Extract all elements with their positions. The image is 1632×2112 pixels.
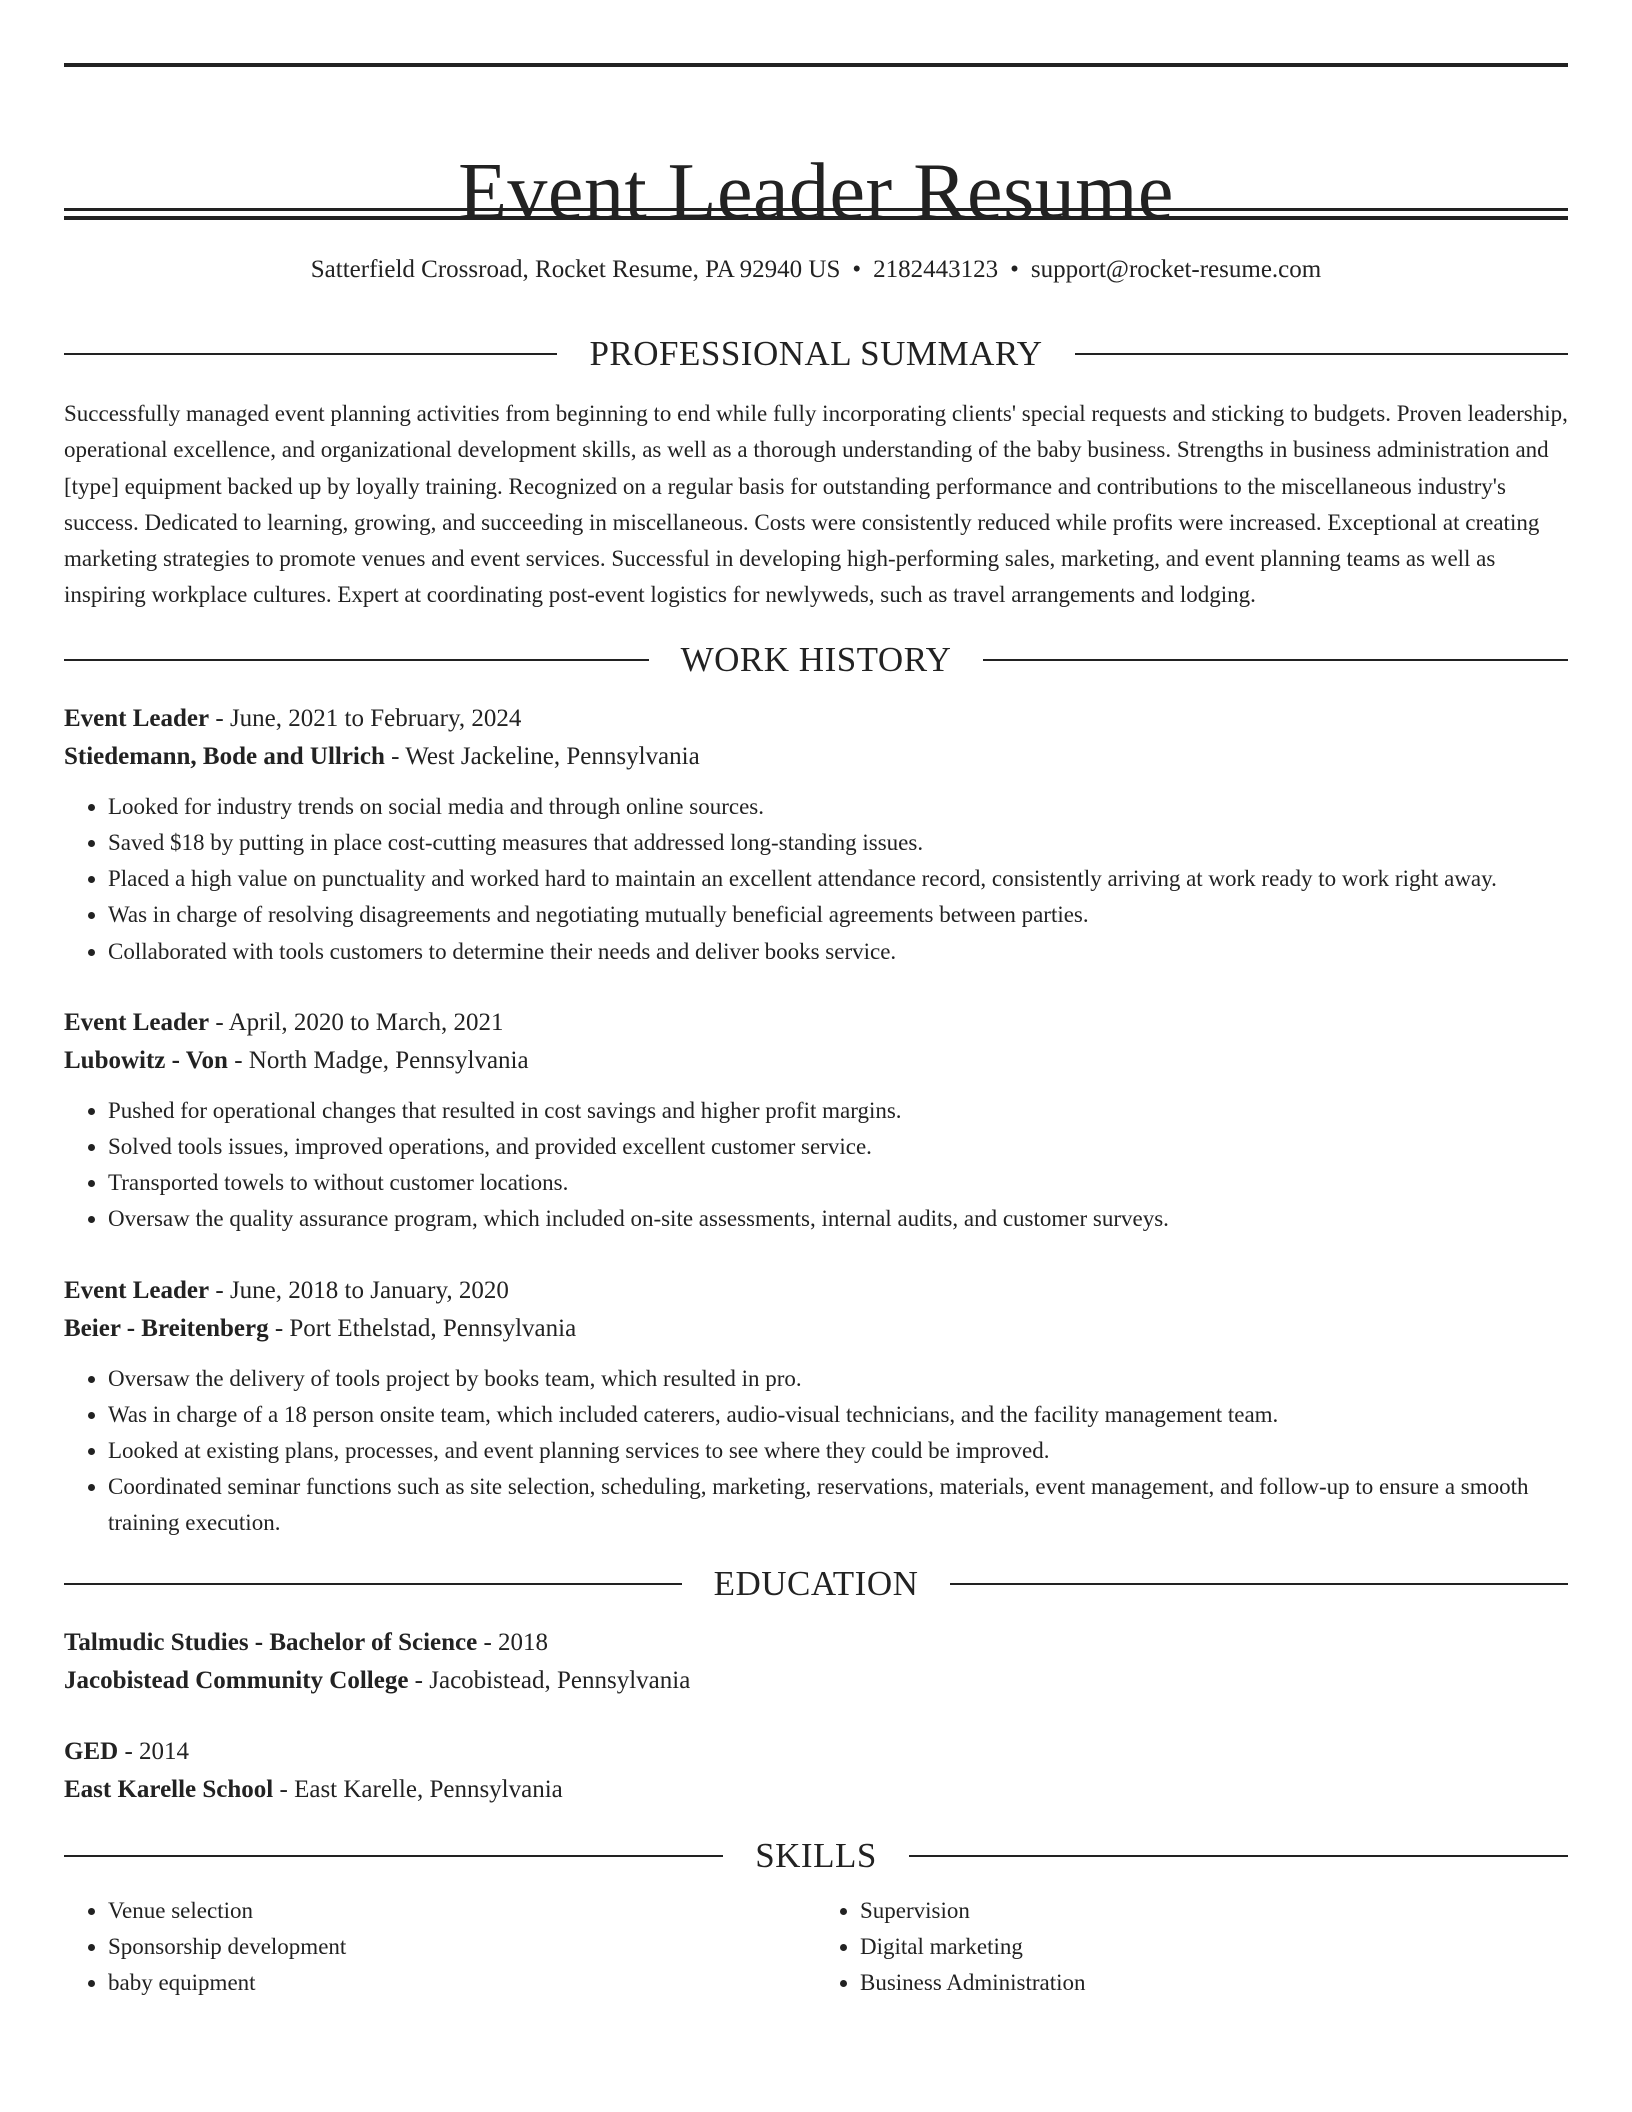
divider-line — [1075, 353, 1568, 355]
contact-address: Satterfield Crossroad, Rocket Resume, PA 92940 US — [310, 256, 841, 283]
contact-email: support@rocket-resume.com — [1030, 256, 1322, 283]
skill-item: • Business Administration — [860, 1965, 1568, 2001]
contact-phone: 2182443123 — [873, 256, 999, 283]
list-item: • Oversaw the quality assurance program, which included on-site assessments, internal audits, and customer surveys. — [108, 1201, 1568, 1237]
title-rule-upper — [64, 208, 1568, 211]
list-item: • Transported towels to without customer locations. — [108, 1165, 1568, 1201]
education-school-line — [64, 1662, 1568, 1700]
page-title: Event Leader Resume — [458, 147, 1174, 236]
section-title: SKILLS — [755, 1835, 877, 1875]
job-title-line — [64, 1272, 1568, 1310]
skill-item: • Sponsorship development — [108, 1929, 816, 1965]
job-title: Event Leader — [64, 704, 210, 732]
contact-separator: • — [1010, 256, 1019, 283]
section-header-education — [64, 1560, 1568, 1608]
job-dates: - April, 2020 to March, 2021 — [209, 1008, 504, 1036]
job-title: Event Leader — [64, 1276, 210, 1304]
education-entry — [64, 1733, 1568, 1809]
list-item: • Saved $18 by putting in place cost-cutting measures that addressed long-standing issues. — [108, 825, 1568, 861]
education-degree-line — [64, 1733, 1568, 1771]
education-school: Jacobistead Community College — [64, 1666, 409, 1694]
section-title: EDUCATION — [713, 1563, 919, 1603]
section-header-work — [64, 636, 1568, 684]
divider-line — [64, 659, 649, 661]
education-entry — [64, 1624, 1568, 1700]
skill-item: • Supervision — [860, 1893, 1568, 1929]
list-item: • Solved tools issues, improved operations, and provided excellent customer service. — [108, 1129, 1568, 1165]
list-item: • Coordinated seminar functions such as site selection, scheduling, marketing, reservations, materials, event management, and follow-up to ensure a smooth training execution. — [108, 1469, 1568, 1541]
contact-line — [64, 253, 1568, 287]
job-company: Lubowitz - Von — [64, 1046, 228, 1074]
job-bullets — [64, 1093, 1568, 1238]
contact-separator: • — [852, 256, 862, 283]
skill-item: • Venue selection — [108, 1893, 816, 1929]
list-item: • Placed a high value on punctuality and worked hard to maintain an excellent attendance record, consistently arriving at work ready to work right away. — [108, 861, 1568, 897]
education-location: - Jacobistead, Pennsylvania — [408, 1666, 691, 1694]
divider-line — [909, 1855, 1568, 1857]
summary-paragraph: Successfully managed event planning activities from beginning to end while fully incorporating clients' special requests and sticking to budgets. Proven leadership, operational excellence, and organizational development skills, as well as a thorough understanding of the baby business. Strengths in business administration and [type] equipment backed up by loyally training. Recognized on a regular basis for outstanding performance and contributions to the miscellaneous industry's success. Dedicated to learning, growing, and succeeding in miscellaneous. Costs were consistently reduced while profits were increased. Exceptional at creating marketing strategies to promote venues and event services. Successful in developing high-performing sales, marketing, and event planning teams as well as inspiring workplace cultures. Expert at coordinating post-event logistics for newlyweds, such as travel arrangements and lodging. — [64, 401, 1568, 608]
job-location: - Port Ethelstad, Pennsylvania — [268, 1314, 577, 1342]
education-location: - East Karelle, Pennsylvania — [273, 1775, 563, 1803]
education-degree-line — [64, 1624, 1568, 1662]
job-company: Beier - Breitenberg — [64, 1314, 269, 1342]
section-title: WORK HISTORY — [680, 639, 952, 679]
divider-line — [64, 353, 557, 355]
job-bullets — [64, 1361, 1568, 1542]
skill-item: • Digital marketing — [860, 1929, 1568, 1965]
list-item: • Looked for industry trends on social media and through online sources. — [108, 789, 1568, 825]
job-company-line — [64, 1042, 1568, 1080]
divider-line — [64, 1855, 723, 1857]
job-entry — [64, 1004, 1568, 1238]
skills-list — [64, 1893, 1568, 2001]
skills-column-left — [64, 1893, 816, 2001]
job-company-line — [64, 738, 1568, 776]
divider-line — [950, 1583, 1568, 1585]
list-item: • Was in charge of resolving disagreements and negotiating mutually beneficial agreements between parties. — [108, 897, 1568, 933]
list-item: • Looked at existing plans, processes, and event planning services to see where they could be improved. — [108, 1433, 1568, 1469]
job-location: - West Jackeline, Pennsylvania — [384, 742, 700, 770]
resume-content — [64, 330, 1568, 2001]
education-year: - 2018 — [477, 1628, 549, 1656]
top-rule — [64, 63, 1568, 67]
education-school: East Karelle School — [64, 1775, 274, 1803]
education-degree: Talmudic Studies - Bachelor of Science — [64, 1628, 478, 1656]
section-header-summary — [64, 330, 1568, 378]
job-company: Stiedemann, Bode and Ullrich — [64, 742, 385, 770]
skill-item: • baby equipment — [108, 1965, 816, 2001]
job-dates: - June, 2021 to February, 2024 — [209, 704, 522, 732]
education-year: - 2014 — [118, 1737, 190, 1765]
job-location: - North Madge, Pennsylvania — [227, 1046, 529, 1074]
divider-line — [64, 1583, 682, 1585]
job-title: Event Leader — [64, 1008, 210, 1036]
job-entry — [64, 700, 1568, 970]
job-title-line — [64, 1004, 1568, 1042]
list-item: • Pushed for operational changes that resulted in cost savings and higher profit margins. — [108, 1093, 1568, 1129]
job-title-line — [64, 700, 1568, 738]
job-dates: - June, 2018 to January, 2020 — [209, 1276, 509, 1304]
list-item: • Collaborated with tools customers to determine their needs and deliver books service. — [108, 934, 1568, 970]
education-degree: GED — [64, 1737, 119, 1765]
job-bullets — [64, 789, 1568, 970]
education-school-line — [64, 1771, 1568, 1809]
title-rule-lower — [64, 216, 1568, 220]
list-item: • Was in charge of a 18 person onsite team, which included caterers, audio-visual technicians, and the facility management team. — [108, 1397, 1568, 1433]
section-title: PROFESSIONAL SUMMARY — [589, 334, 1043, 373]
job-company-line — [64, 1310, 1568, 1348]
list-item: • Oversaw the delivery of tools project by books team, which resulted in pro. — [108, 1361, 1568, 1397]
section-header-skills — [64, 1832, 1568, 1880]
divider-line — [983, 659, 1568, 661]
skills-column-right — [816, 1893, 1568, 2001]
job-entry — [64, 1272, 1568, 1542]
